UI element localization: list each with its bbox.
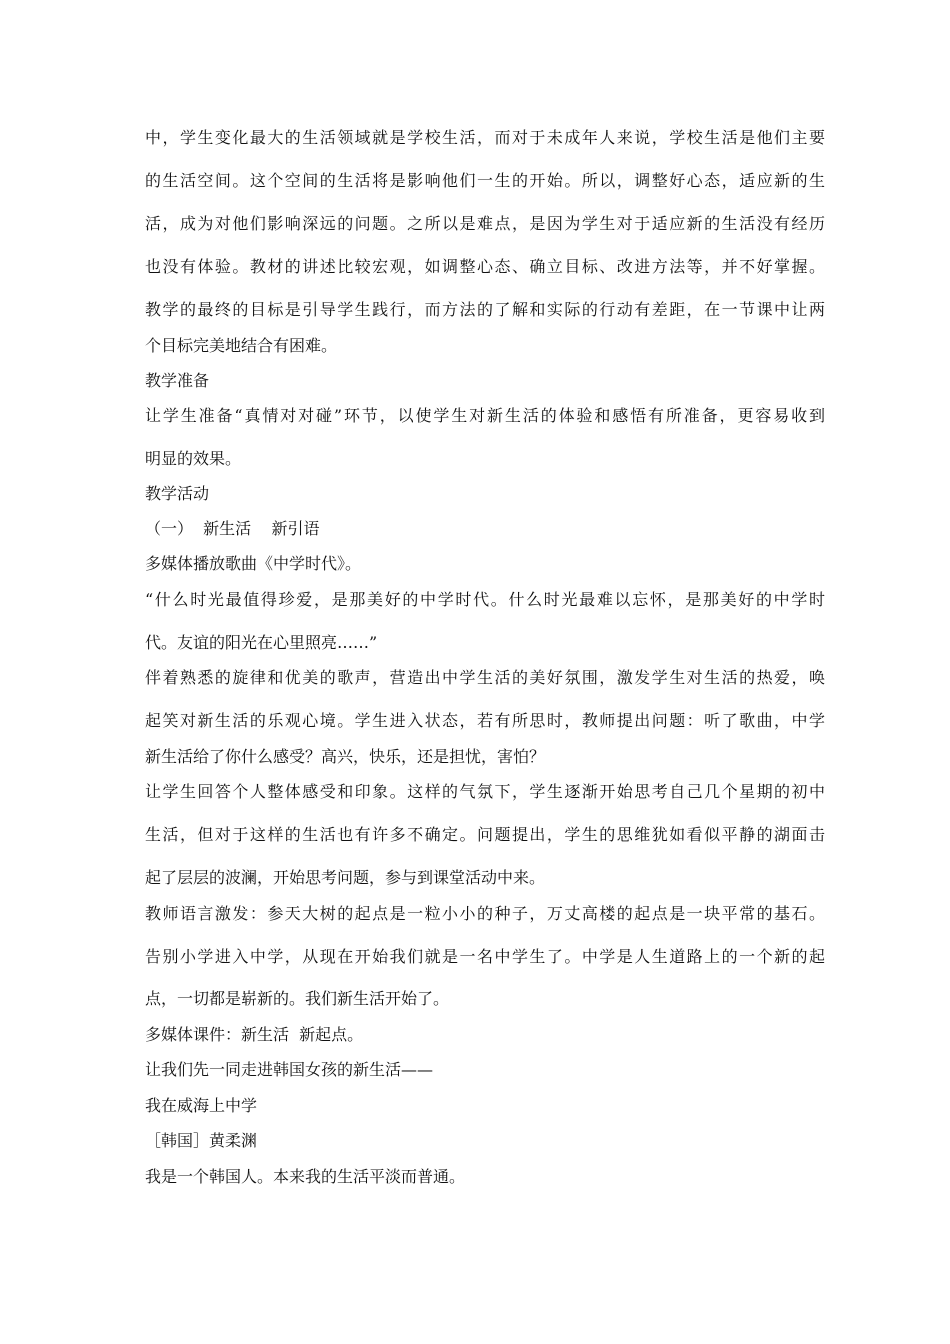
paragraph-line: 的生活空间。这个空间的生活将是影响他们一生的开始。所以，调整好心态，适应新的生: [145, 171, 825, 190]
paragraph-line: 让学生准备“真情对对碰”环节，以使学生对新生活的体验和感悟有所准备，更容易收到: [145, 406, 825, 425]
paragraph-line: 也没有体验。教材的讲述比较宏观，如调整心态、确立目标、改进方法等，并不好掌握。: [145, 257, 825, 276]
paragraph-line: 多媒体播放歌曲《中学时代》。: [145, 554, 362, 573]
paragraph-line: 告别小学进入中学，从现在开始我们就是一名中学生了。中学是人生道路上的一个新的起: [145, 947, 825, 966]
paragraph-line: 教学的最终的目标是引导学生践行，而方法的了解和实际的行动有差距，在一节课中让两: [145, 300, 825, 319]
paragraph-line: 伴着熟悉的旋律和优美的歌声，营造出中学生活的美好氛围，激发学生对生活的热爱，唤: [145, 668, 825, 687]
paragraph-line: 教师语言激发：参天大树的起点是一粒小小的种子，万丈高楼的起点是一块平常的基石。: [145, 904, 825, 923]
paragraph-line: 起笑对新生活的乐观心境。学生进入状态，若有所思时，教师提出问题：听了歌曲，中学: [145, 711, 825, 730]
paragraph-line: 新生活给了你什么感受？高兴，快乐，还是担忧，害怕？: [145, 747, 546, 766]
paragraph-line: 个目标完美地结合有困难。: [145, 336, 338, 355]
subsection-heading: （一） 新生活 新引语: [145, 519, 320, 538]
paragraph-line: 点，一切都是崭新的。我们新生活开始了。: [145, 989, 450, 1008]
section-heading: 教学活动: [145, 484, 210, 503]
paragraph-line: 活，成为对他们影响深远的问题。之所以是难点，是因为学生对于适应新的生活没有经历: [145, 214, 825, 233]
paragraph-line: 生活，但对于这样的生活也有许多不确定。问题提出，学生的思维犹如看似平静的湖面击: [145, 825, 825, 844]
paragraph-line: 多媒体课件：新生活 新起点。: [145, 1025, 364, 1044]
quote-line: 代。友谊的阳光在心里照亮……”: [145, 633, 378, 652]
paragraph-line: 中，学生变化最大的生活领域就是学校生活，而对于未成年人来说，学校生活是他们主要: [145, 128, 825, 147]
paragraph-line: 让我们先一同走进韩国女孩的新生活——: [145, 1060, 434, 1079]
paragraph-line: 起了层层的波澜，开始思考问题，参与到课堂活动中来。: [145, 868, 546, 887]
paragraph-line: 让学生回答个人整体感受和印象。这样的气氛下，学生逐渐开始思考自己几个星期的初中: [145, 782, 825, 801]
section-heading: 教学准备: [145, 371, 210, 390]
paragraph-line: 明显的效果。: [145, 449, 242, 468]
article-title: 我在威海上中学: [145, 1096, 258, 1115]
article-author: ［韩国］黄柔渊: [145, 1131, 258, 1150]
paragraph-line: 我是一个韩国人。本来我的生活平淡而普通。: [145, 1167, 466, 1186]
quote-line: “什么时光最值得珍爱，是那美好的中学时代。什么时光最难以忘怀，是那美好的中学时: [145, 590, 825, 609]
